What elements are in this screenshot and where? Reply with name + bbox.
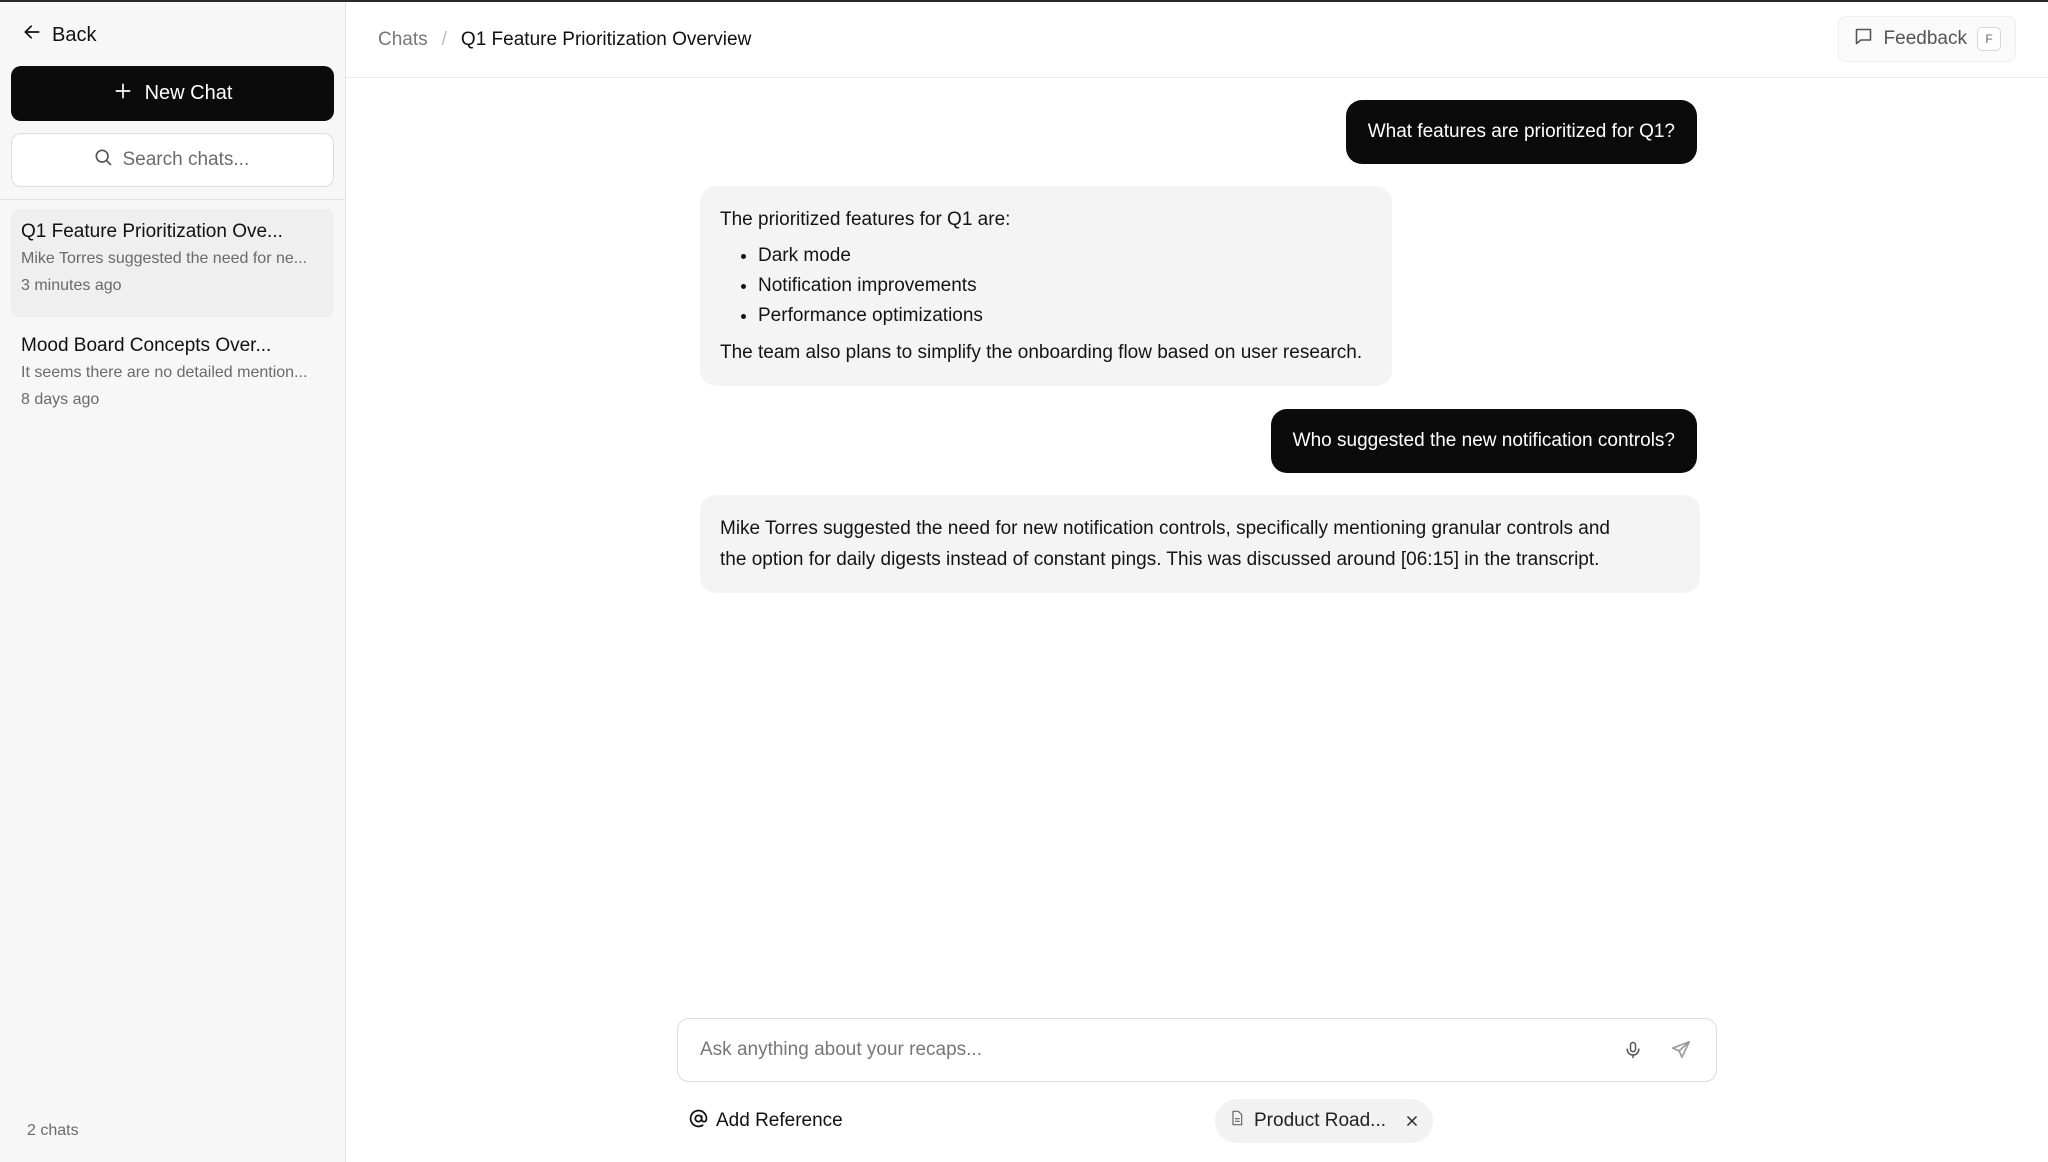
sidebar — [0, 2, 346, 1162]
chat-snippet: It seems there are no detailed mention... — [21, 364, 308, 381]
message-intro: The prioritized features for Q1 are: — [720, 209, 1011, 230]
chat-title: Mood Board Concepts Over... — [21, 335, 272, 356]
message-line: Mike Torres suggested the need for new notification controls, specifically mentioning granular controls and — [720, 518, 1610, 539]
chat-snippet: Mike Torres suggested the need for ne... — [21, 250, 308, 267]
list-item: • Dark mode — [758, 241, 1372, 271]
message-text: What features are prioritized for Q1? — [1367, 121, 1675, 142]
user-message — [1346, 100, 1697, 164]
message-square-icon — [1853, 26, 1874, 53]
feedback-shortcut-key: F — [1977, 27, 2001, 51]
search-input[interactable] — [123, 149, 253, 171]
search-box — [11, 133, 334, 187]
message-input[interactable] — [700, 1039, 1598, 1061]
feature-list — [758, 241, 1372, 331]
back-button[interactable] — [22, 20, 96, 50]
plus-icon — [113, 81, 133, 107]
chat-main — [346, 2, 2048, 1162]
sidebar-divider — [0, 199, 346, 200]
at-sign-icon — [689, 1109, 708, 1134]
add-reference-button[interactable] — [689, 1103, 843, 1139]
user-message — [1271, 409, 1697, 473]
close-icon[interactable] — [1405, 1114, 1419, 1128]
breadcrumb-separator: / — [441, 28, 447, 50]
document-icon — [1229, 1109, 1245, 1133]
list-item: • Notification improvements — [758, 271, 1372, 301]
back-label: Back — [52, 23, 97, 46]
chat-title: Q1 Feature Prioritization Ove... — [21, 221, 283, 242]
send-icon[interactable] — [1668, 1037, 1694, 1063]
list-item: • Performance optimizations — [758, 301, 1372, 331]
microphone-icon[interactable] — [1620, 1037, 1646, 1063]
arrow-left-icon — [22, 22, 42, 48]
chat-list-item[interactable] — [11, 323, 334, 431]
breadcrumb-chats-link[interactable]: Chats — [378, 28, 428, 50]
breadcrumb — [378, 29, 751, 51]
chat-timestamp: 3 minutes ago — [21, 277, 122, 294]
message-text: Who suggested the new notification controls? — [1292, 430, 1675, 451]
chat-timestamp: 8 days ago — [21, 391, 100, 408]
new-chat-button[interactable] — [11, 66, 334, 121]
message-outro: The team also plans to simplify the onboarding flow based on user research. — [720, 342, 1363, 363]
search-icon — [93, 147, 113, 173]
message-line: the option for daily digests instead of constant pings. This was discussed around [06:15] in the transcript. — [720, 549, 1600, 570]
page-title: Q1 Feature Prioritization Overview — [460, 28, 752, 50]
reference-chip-label: Product Road... — [1254, 1110, 1387, 1131]
chat-count: 2 chats — [27, 1122, 79, 1139]
new-chat-label: New Chat — [144, 82, 233, 104]
add-reference-label: Add Reference — [716, 1110, 843, 1131]
reference-chip — [1215, 1099, 1433, 1143]
message-composer — [677, 1018, 1717, 1082]
feedback-button[interactable] — [1838, 16, 2016, 62]
assistant-message — [700, 495, 1700, 593]
feedback-label: Feedback — [1883, 28, 1967, 49]
chat-list-item[interactable] — [11, 209, 334, 317]
top-bar — [346, 2, 2048, 78]
assistant-message — [700, 186, 1392, 386]
